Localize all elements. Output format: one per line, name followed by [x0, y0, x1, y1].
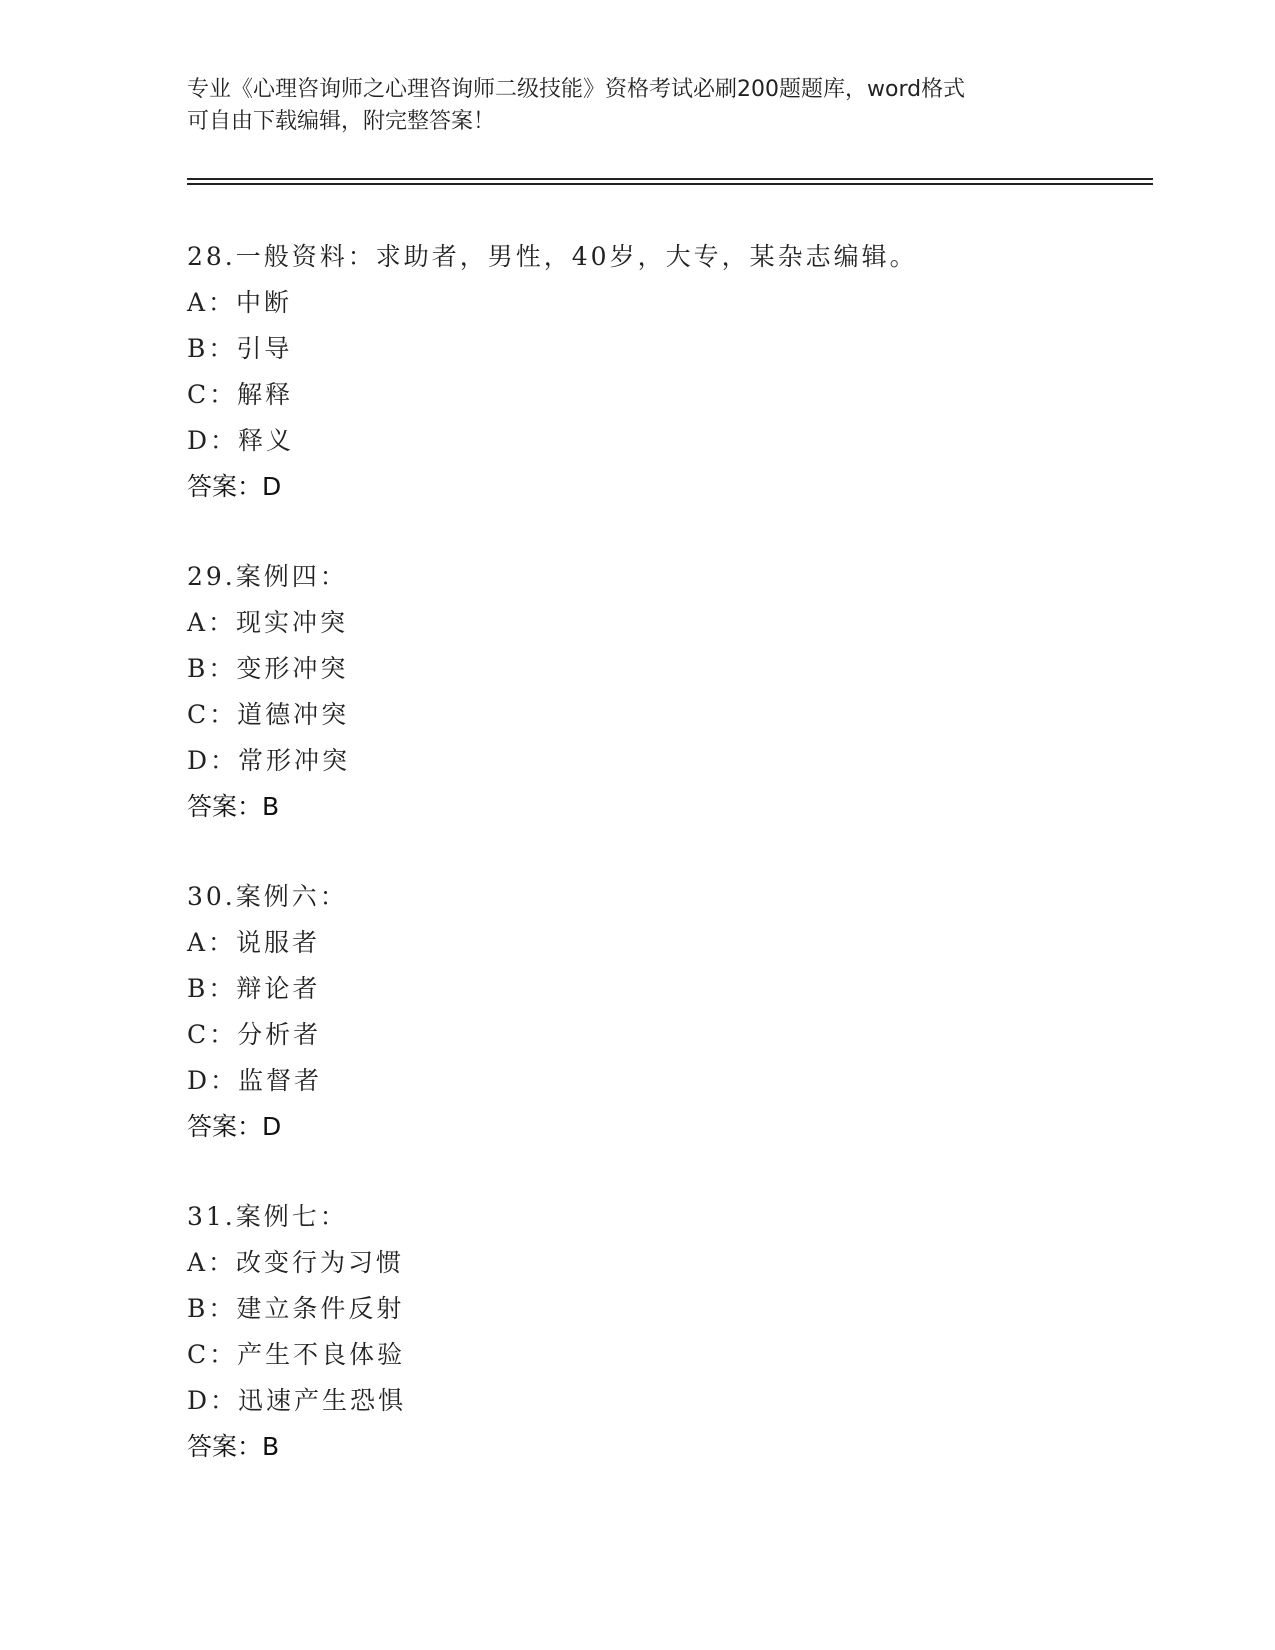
question-28	[187, 240, 1153, 516]
header-divider-top	[187, 178, 1153, 180]
option-b: B：建立条件反射	[187, 1294, 405, 1323]
question-30	[187, 880, 1153, 1156]
answer-line: 答案：B	[187, 1432, 280, 1461]
option-d: D：常形冲突	[187, 746, 351, 775]
option-b: B：变形冲突	[187, 654, 349, 683]
option-c: C：解释	[187, 380, 294, 409]
option-d: D：迅速产生恐惧	[187, 1386, 407, 1415]
option-c: C：产生不良体验	[187, 1340, 406, 1369]
question-stem: 31.案例七：	[187, 1202, 348, 1231]
option-a: A：现实冲突	[187, 608, 349, 637]
question-stem: 30.案例六：	[187, 882, 348, 911]
option-d: D：释义	[187, 426, 295, 455]
option-b: B：引导	[187, 334, 293, 363]
question-list	[187, 240, 1153, 1520]
option-c: C：分析者	[187, 1020, 322, 1049]
header-divider-bottom	[187, 183, 1153, 185]
option-d: D：监督者	[187, 1066, 323, 1095]
option-c: C：道德冲突	[187, 700, 350, 729]
question-stem: 29.案例四：	[187, 562, 348, 591]
option-a: A：说服者	[187, 928, 321, 957]
answer-line: 答案：D	[187, 472, 282, 501]
header-line-2: 可自由下载编辑，附完整答案！	[187, 109, 496, 134]
answer-line: 答案：B	[187, 792, 280, 821]
option-a: A：改变行为习惯	[187, 1248, 405, 1277]
question-31	[187, 1200, 1153, 1476]
option-b: B：辩论者	[187, 974, 321, 1003]
header-line-1: 专业《心理咨询师之心理咨询师二级技能》资格考试必刷200题题库，word格式	[187, 77, 966, 102]
question-29	[187, 560, 1153, 836]
question-stem: 28.一般资料：求助者，男性，40岁，大专，某杂志编辑。	[187, 242, 918, 271]
document-header	[187, 74, 1087, 138]
option-a: A：中断	[187, 288, 293, 317]
answer-line: 答案：D	[187, 1112, 282, 1141]
